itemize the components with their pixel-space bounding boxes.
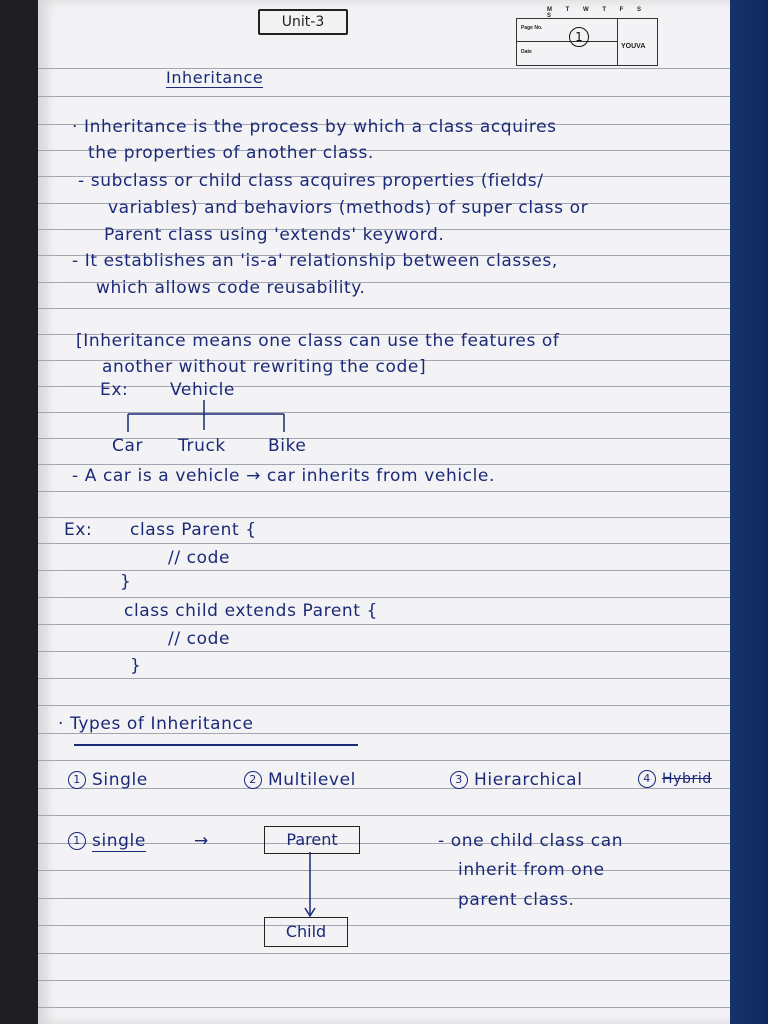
ruled-line	[38, 464, 730, 465]
page-number: 1	[569, 27, 589, 47]
ruled-line	[38, 96, 730, 97]
single-number: 1	[68, 832, 86, 850]
ruled-line	[38, 760, 730, 761]
meaning-line: another without rewriting the code]	[102, 357, 427, 377]
date-label: Date	[521, 49, 532, 55]
page-box-divider	[617, 19, 618, 65]
type-item-hybrid	[638, 770, 712, 788]
ruled-line	[38, 678, 730, 679]
single-label: single	[92, 831, 146, 851]
types-underline	[74, 744, 358, 746]
ruled-line	[38, 815, 730, 816]
notebook-page	[38, 0, 730, 1024]
ruled-line	[38, 624, 730, 625]
type-number: 2	[244, 771, 262, 789]
tree-child-truck: Truck	[178, 436, 226, 456]
single-description: - one child class can	[438, 831, 624, 851]
tree-root: Vehicle	[170, 380, 235, 400]
code-line: class child extends Parent {	[124, 601, 378, 621]
ruled-line	[38, 68, 730, 69]
ruled-line	[38, 705, 730, 706]
type-item-single	[68, 770, 148, 790]
ruled-line	[38, 386, 730, 387]
tree-connector	[118, 400, 298, 440]
code-line: }	[130, 656, 142, 676]
code-line: // code	[168, 548, 231, 568]
background-right	[728, 0, 768, 1024]
code-line: }	[120, 572, 132, 592]
type-label: Hierarchical	[474, 770, 583, 790]
ruled-line	[38, 953, 730, 954]
type-number: 1	[68, 771, 86, 789]
definition-line: · Inheritance is the process by which a class acquires	[72, 117, 557, 137]
ruled-line	[38, 1007, 730, 1008]
ruled-line	[38, 980, 730, 981]
single-heading	[68, 831, 146, 851]
definition-line: Parent class using 'extends' keyword.	[104, 225, 445, 245]
single-description: parent class.	[458, 890, 575, 910]
page-no-label: Page No.	[521, 25, 543, 31]
weekday-letters: M T W T F S S	[547, 7, 647, 19]
background-left	[0, 0, 40, 1024]
ruled-line	[38, 570, 730, 571]
type-label: Hybrid	[662, 771, 712, 787]
ruled-line	[38, 308, 730, 309]
page-number-box	[516, 7, 658, 66]
ruled-line	[38, 870, 730, 871]
ruled-line	[38, 543, 730, 544]
definition-line: which allows code reusability.	[96, 278, 366, 298]
ruled-line	[38, 898, 730, 899]
type-number: 3	[450, 771, 468, 789]
inheritance-arrow	[304, 852, 316, 918]
ruled-line	[38, 925, 730, 926]
type-item-hierarchical	[450, 770, 583, 790]
code-line: // code	[168, 629, 231, 649]
brand-logo: YOUVA	[621, 43, 646, 50]
tree-child-car: Car	[112, 436, 144, 456]
tree-child-bike: Bike	[268, 436, 307, 456]
type-label: Multilevel	[268, 770, 356, 790]
meaning-line: [Inheritance means one class can use the features of	[76, 331, 560, 351]
type-label: Single	[92, 770, 148, 790]
child-box: Child	[264, 917, 348, 947]
example-label: Ex:	[100, 380, 129, 400]
tree-note: - A car is a vehicle → car inherits from vehicle.	[72, 466, 495, 486]
definition-line: variables) and behaviors (methods) of super class or	[108, 198, 589, 218]
definition-line: the properties of another class.	[88, 143, 374, 163]
single-description: inherit from one	[458, 860, 605, 880]
type-item-multilevel	[244, 770, 356, 790]
page-box-divider	[517, 41, 617, 42]
definition-line: - subclass or child class acquires properties (fields/	[78, 171, 544, 191]
arrow-icon: →	[194, 831, 209, 851]
ruled-line	[38, 651, 730, 652]
ruled-line	[38, 597, 730, 598]
code-example-label: Ex:	[64, 520, 93, 540]
unit-label: Unit-3	[258, 9, 348, 35]
page-title: Inheritance	[166, 68, 264, 87]
ruled-line	[38, 491, 730, 492]
definition-line: - It establishes an 'is-a' relationship between classes,	[72, 251, 558, 271]
types-heading: · Types of Inheritance	[58, 714, 254, 734]
code-line: class Parent {	[130, 520, 257, 540]
type-number: 4	[638, 770, 656, 788]
parent-box: Parent	[264, 826, 360, 854]
ruled-line	[38, 517, 730, 518]
